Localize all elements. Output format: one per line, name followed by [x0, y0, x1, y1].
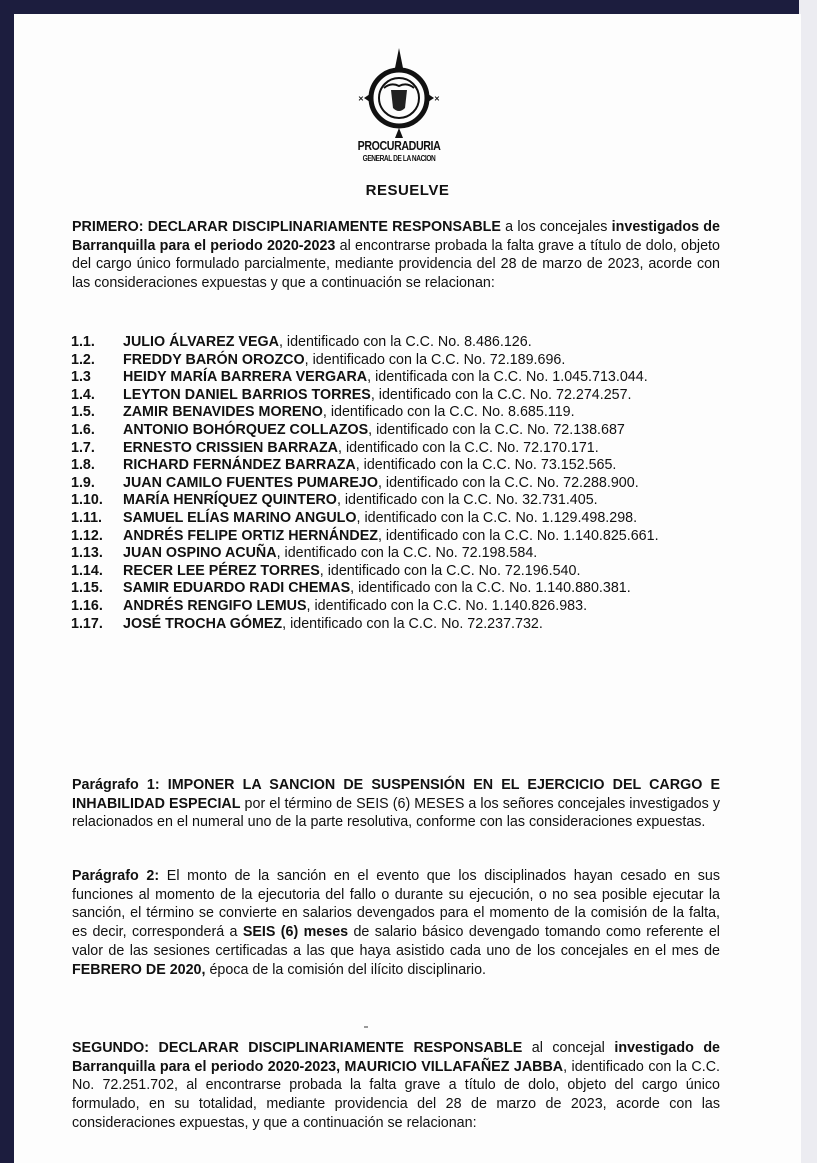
segundo-text-1: al concejal [522, 1040, 615, 1056]
procuraduria-logo [344, 46, 454, 181]
concejal-name: FREDDY BARÓN OROZCO [123, 351, 305, 368]
list-item [71, 598, 721, 616]
list-item-text [123, 528, 721, 546]
concejal-name: JUAN OSPINO ACUÑA [123, 545, 277, 562]
list-item-text [123, 334, 721, 352]
concejal-name: JUAN CAMILO FUENTES PUMAREJO [123, 474, 378, 491]
scan-speck [364, 1026, 368, 1028]
list-item-number: 1.13. [71, 545, 103, 562]
list-item [71, 369, 721, 387]
segundo-paragraph [72, 1039, 720, 1133]
list-item-number: 1.7. [71, 439, 95, 456]
concejal-id-text: , identificado con la C.C. No. 72.189.696. [304, 351, 566, 368]
list-item-text [123, 580, 721, 598]
concejal-id-text: , identificado con la C.C. No. 72.288.900. [377, 474, 639, 491]
list-item-text [123, 440, 721, 458]
concejal-id-text: , identificada con la C.C. No. 1.045.713.044. [367, 369, 648, 386]
concejal-name: RICHARD FERNÁNDEZ BARRAZA [123, 457, 356, 474]
list-item-number: 1.2. [71, 351, 95, 368]
concejal-id-text: , identificado con la C.C. No. 72.237.732. [282, 615, 543, 632]
list-item [71, 334, 721, 352]
list-item [71, 457, 721, 475]
list-item-text [123, 545, 721, 563]
concejal-id-text: , identificado con la C.C. No. 1.129.498.298. [356, 509, 638, 526]
list-item [71, 387, 721, 405]
concejal-id-text: , identificado con la C.C. No. 8.486.126. [278, 334, 532, 350]
list-item-text [123, 598, 721, 616]
concejal-id-text: , identificado con la C.C. No. 72.196.540. [319, 562, 581, 579]
logo-subtitle: GENERAL DE LA NACION [362, 154, 436, 163]
concejal-name: HEIDY MARÍA BARRERA VERGARA [123, 369, 368, 386]
paragrafo-2-label: Parágrafo 2: [72, 868, 160, 884]
concejal-name: JOSÉ TROCHA GÓMEZ [123, 615, 283, 632]
list-item [71, 563, 721, 581]
paragrafo-2-text-1: El monto de la sanción en el evento que los disciplinados hayan cesado en sus funciones al momento de la ejecutoria del fallo o durante su ejecución, o no sea posible ejecutar la sanción, el término se convierte en salarios devengados para el momento de la comisión de la falta, es decir, corresponderá a [72, 868, 720, 941]
concejal-id-text: , identificado con la C.C. No. 1.140.826.983. [306, 597, 588, 614]
concejal-name: SAMIR EDUARDO RADI CHEMAS [123, 580, 351, 597]
list-item [71, 475, 721, 493]
list-item-number: 1.12. [71, 527, 103, 544]
paragrafo-2-text-3: época de la comisión del ilícito disciplinario. [205, 961, 487, 978]
list-item-number: 1.6. [71, 421, 95, 438]
segundo-lead: SEGUNDO: DECLARAR DISCIPLINARIAMENTE RESPONSABLE [72, 1040, 523, 1056]
list-item-text [123, 422, 721, 440]
concejal-id-text: , identificado con la C.C. No. 8.685.119. [322, 404, 575, 421]
concejal-name: ANTONIO BOHÓRQUEZ COLLAZOS [123, 421, 369, 438]
concejal-id-text: , identificado con la C.C. No. 72.274.257. [370, 386, 632, 403]
primero-bold2: investigados de Barranquilla para el periodo 2020-2023 [72, 219, 720, 254]
list-item-number: 1.8. [71, 457, 95, 474]
list-item-text [123, 563, 721, 581]
concejales-list [71, 334, 721, 633]
paragrafo-2-bold-2: SEIS (6) meses [242, 924, 349, 941]
list-item-number: 1.5. [71, 404, 95, 421]
segundo-text-2: , identificado con la C.C. No. 72.251.702, al encontrarse probada la falta grave a título de dolo, objeto del cargo único formulado, en su totalidad, mediante providencia del 28 de marzo de 2023, acorde con las consideraciones expuestas, y que a continuación se relacionan: [72, 1058, 720, 1131]
paragrafo-1-text: por el término de SEIS (6) MESES a los señores concejales investigados y relacionados en el numeral uno de la parte resolutiva, conforme con las consideraciones expuestas. [72, 795, 720, 831]
concejal-id-text: , identificado con la C.C. No. 73.152.565. [355, 457, 617, 474]
list-item-number: 1.14. [71, 562, 103, 579]
concejal-name: LEYTON DANIEL BARRIOS TORRES [123, 386, 371, 403]
concejal-name: MARÍA HENRÍQUEZ QUINTERO [123, 492, 337, 509]
list-item-number: 1.3 [71, 369, 91, 386]
list-item [71, 440, 721, 458]
list-item-text [123, 387, 721, 405]
list-item-number: 1.1. [71, 334, 95, 350]
concejal-name: ANDRÉS RENGIFO LEMUS [123, 597, 307, 614]
list-item-number: 1.4. [71, 386, 95, 403]
paragrafo-1-bold: Parágrafo 1: IMPONER LA SANCION DE SUSPENSIÓN EN EL EJERCICIO DEL CARGO E INHABILIDAD ESPECIAL [72, 777, 720, 812]
list-item-number: 1.15. [71, 580, 103, 597]
concejal-id-text: , identificado con la C.C. No. 72.138.687 [368, 421, 625, 438]
paragrafo-2-text-2: de salario básico devengado tomando como referente el valor de las sesiones certificadas a las que haya asistido cada uno de los concejales en el mes de [72, 924, 720, 959]
list-item-text [123, 369, 721, 387]
list-item-number: 1.17. [71, 615, 103, 632]
screen-edge-strip [799, 0, 817, 1163]
concejal-id-text: , identificado con la C.C. No. 1.140.825.661. [377, 527, 659, 544]
list-item [71, 510, 721, 528]
svg-text:✕: ✕ [434, 96, 440, 103]
list-item-number: 1.16. [71, 597, 103, 614]
paragrafo-2 [72, 867, 720, 979]
list-item [71, 616, 721, 634]
list-item [71, 352, 721, 370]
svg-text:✕: ✕ [358, 96, 364, 103]
segundo-bold-2: investigado de Barranquilla para el periodo 2020-2023, MAURICIO VILLAFAÑEZ JABBA [72, 1040, 721, 1075]
paragrafo-1 [72, 776, 720, 832]
primero-lead: PRIMERO: DECLARAR DISCIPLINARIAMENTE RESPONSABLE [72, 219, 501, 235]
concejal-name: RECER LEE PÉREZ TORRES [123, 562, 320, 579]
list-item-text [123, 404, 721, 422]
list-item-number: 1.9. [71, 474, 95, 491]
concejal-id-text: , identificado con la C.C. No. 32.731.405. [336, 492, 598, 509]
list-item [71, 492, 721, 510]
list-item-number: 1.11. [71, 509, 103, 526]
list-item-number: 1.10. [71, 492, 103, 509]
list-item-text [123, 510, 721, 528]
paragrafo-2-bold-3: FEBRERO DE 2020, [72, 961, 206, 978]
seal-emblem-icon [344, 46, 454, 138]
list-item [71, 545, 721, 563]
concejal-name: JULIO ÁLVAREZ VEGA [123, 334, 279, 350]
list-item-text [123, 492, 721, 510]
list-item [71, 528, 721, 546]
document-page [14, 14, 801, 1163]
concejal-name: SAMUEL ELÍAS MARINO ANGULO [123, 509, 357, 526]
list-item [71, 422, 721, 440]
list-item-text [123, 475, 721, 493]
concejal-name: ANDRÉS FELIPE ORTIZ HERNÁNDEZ [123, 527, 378, 544]
concejal-name: ERNESTO CRISSIEN BARRAZA [123, 439, 339, 456]
primero-rest: al encontrarse probada la falta grave a título de dolo, objeto del cargo único formulado parcialmente, mediante providencia del 28 de marzo de 2023, acorde con las consideraciones expuestas y que a continuación se relacionan: [72, 237, 720, 292]
list-item-text [123, 457, 721, 475]
list-item [71, 404, 721, 422]
concejal-name: ZAMIR BENAVIDES MORENO [123, 404, 323, 421]
concejal-id-text: , identificado con la C.C. No. 72.170.171. [338, 439, 599, 456]
primero-part2: a los concejales [500, 219, 612, 235]
list-item [71, 580, 721, 598]
primero-paragraph [72, 218, 720, 293]
logo-title: PROCURADURIA [357, 138, 441, 153]
section-heading: RESUELVE [365, 182, 450, 199]
concejal-id-text: , identificado con la C.C. No. 1.140.880.381. [350, 580, 631, 597]
concejal-id-text: , identificado con la C.C. No. 72.198.584. [276, 545, 538, 562]
list-item-text [123, 352, 721, 370]
list-item-text [123, 616, 721, 634]
